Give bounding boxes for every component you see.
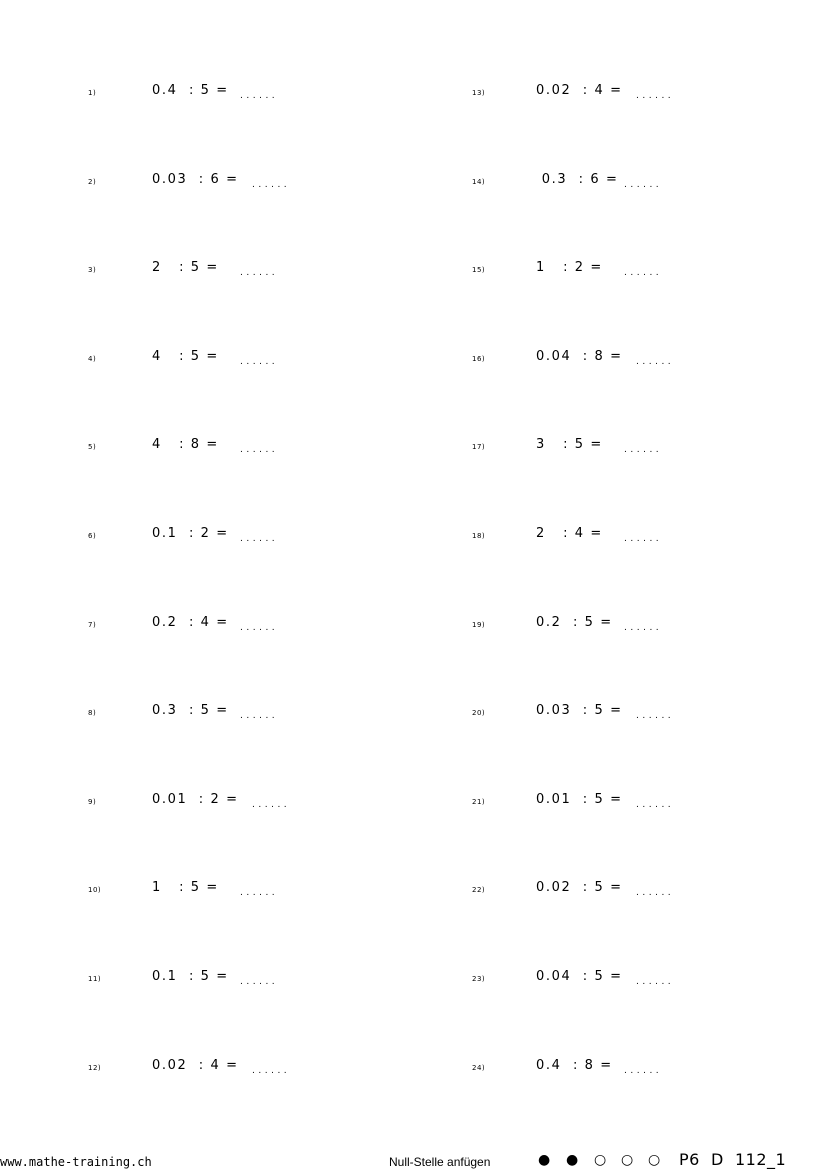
- task-item: [88, 1058, 388, 1078]
- task-item: [472, 83, 772, 103]
- task-expression: 0.2 : 5 =: [536, 614, 613, 630]
- task-number: 12): [88, 1063, 102, 1072]
- task-expression: 2 : 5 =: [152, 260, 219, 276]
- task-item: [472, 703, 772, 723]
- task-number: 13): [472, 89, 486, 97]
- task-number: 24): [472, 1063, 486, 1072]
- answer-blank: ......: [636, 888, 675, 899]
- task-item: [88, 437, 388, 457]
- task-expression: 0.04 : 8 =: [536, 348, 623, 364]
- website-url: www.mathe-training.ch: [0, 1155, 152, 1169]
- answer-blank: ......: [624, 622, 663, 633]
- task-item: [88, 880, 388, 900]
- task-number: 10): [88, 886, 102, 895]
- task-expression: 0.1 : 2 =: [152, 526, 229, 541]
- task-expression: 0.3 : 6 =: [536, 171, 619, 187]
- task-number: 21): [472, 797, 486, 806]
- difficulty-dot-3: ○: [594, 1152, 607, 1168]
- answer-blank: ......: [252, 1065, 291, 1076]
- task-expression: 0.02 : 5 =: [536, 880, 623, 896]
- task-number: 18): [472, 532, 486, 540]
- answer-blank: ......: [624, 534, 663, 544]
- worksheet-topic: Null-Stelle anfügen: [389, 1155, 491, 1169]
- answer-blank: ......: [636, 356, 675, 367]
- task-number: 11): [88, 975, 102, 983]
- task-expression: 1 : 2 =: [536, 260, 603, 276]
- answer-blank: ......: [240, 91, 279, 101]
- task-item: [472, 172, 772, 192]
- task-number: 20): [472, 709, 486, 718]
- worksheet-code: P6 D 112_1: [679, 1150, 787, 1169]
- answer-blank: ......: [624, 445, 663, 456]
- task-number: 19): [472, 620, 486, 629]
- task-expression: 2 : 4 =: [536, 526, 603, 541]
- task-expression: 0.04 : 5 =: [536, 969, 623, 984]
- answer-blank: ......: [240, 268, 279, 279]
- task-expression: 3 : 5 =: [536, 437, 603, 453]
- task-number: 14): [472, 177, 486, 186]
- task-number: 22): [472, 886, 486, 895]
- task-item: [88, 260, 388, 280]
- answer-blank: ......: [240, 711, 279, 722]
- task-item: [88, 526, 388, 546]
- task-item: [472, 437, 772, 457]
- task-expression: 0.03 : 5 =: [536, 703, 623, 719]
- answer-blank: ......: [624, 179, 663, 190]
- difficulty-dot-2: ●: [566, 1152, 579, 1168]
- task-number: 4): [88, 354, 97, 363]
- answer-blank: ......: [252, 179, 291, 190]
- task-number: 15): [472, 266, 486, 275]
- task-item: [88, 792, 388, 812]
- task-expression: 0.02 : 4 =: [152, 1057, 239, 1073]
- answer-blank: ......: [252, 799, 291, 810]
- task-number: 6): [88, 532, 97, 540]
- task-number: 7): [88, 620, 97, 629]
- task-item: [88, 349, 388, 369]
- answer-blank: ......: [636, 91, 675, 101]
- task-item: [88, 172, 388, 192]
- task-expression: 0.1 : 5 =: [152, 969, 229, 984]
- task-number: 8): [88, 709, 97, 718]
- answer-blank: ......: [636, 977, 675, 987]
- task-number: 3): [88, 266, 97, 275]
- task-number: 16): [472, 354, 486, 363]
- task-item: [88, 969, 388, 989]
- task-item: [88, 615, 388, 635]
- difficulty-dot-4: ○: [621, 1152, 634, 1168]
- task-number: 2): [88, 177, 97, 186]
- task-expression: 0.02 : 4 =: [536, 83, 623, 98]
- task-item: [472, 260, 772, 280]
- task-expression: 0.2 : 4 =: [152, 614, 229, 630]
- task-expression: 0.01 : 5 =: [536, 791, 623, 807]
- task-number: 5): [88, 443, 97, 452]
- answer-blank: ......: [240, 534, 279, 544]
- task-item: [88, 703, 388, 723]
- task-item: [472, 1058, 772, 1078]
- task-item: [472, 526, 772, 546]
- answer-blank: ......: [240, 445, 279, 456]
- answer-blank: ......: [240, 888, 279, 899]
- answer-blank: ......: [624, 1065, 663, 1076]
- task-expression: 0.4 : 5 =: [152, 83, 229, 98]
- task-item: [472, 349, 772, 369]
- answer-blank: ......: [240, 356, 279, 367]
- task-item: [472, 615, 772, 635]
- difficulty-dot-5: ○: [648, 1152, 661, 1168]
- task-expression: 0.03 : 6 =: [152, 171, 239, 187]
- task-item: [88, 83, 388, 103]
- answer-blank: ......: [636, 711, 675, 722]
- task-item: [472, 880, 772, 900]
- task-item: [472, 969, 772, 989]
- task-expression: 0.01 : 2 =: [152, 791, 239, 807]
- task-number: 1): [88, 89, 97, 97]
- task-expression: 1 : 5 =: [152, 880, 219, 896]
- task-number: 9): [88, 797, 97, 806]
- answer-blank: ......: [624, 268, 663, 279]
- task-number: 17): [472, 443, 486, 452]
- answer-blank: ......: [240, 622, 279, 633]
- task-expression: 0.3 : 5 =: [152, 703, 229, 719]
- task-expression: 4 : 5 =: [152, 348, 219, 364]
- task-number: 23): [472, 975, 486, 983]
- answer-blank: ......: [636, 799, 675, 810]
- task-expression: 4 : 8 =: [152, 437, 219, 453]
- answer-blank: ......: [240, 977, 279, 987]
- difficulty-dot-1: ●: [538, 1152, 551, 1168]
- task-expression: 0.4 : 8 =: [536, 1057, 613, 1073]
- task-item: [472, 792, 772, 812]
